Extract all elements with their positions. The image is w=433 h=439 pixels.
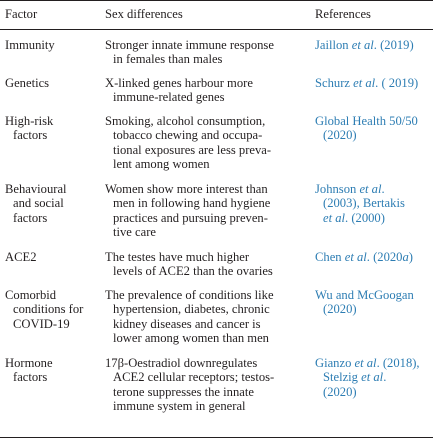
sex-difference-text: Smoking, alcohol consumption, <box>105 114 266 128</box>
sex-difference-text: lent among women <box>113 157 210 172</box>
reference-text: (2020) <box>323 128 357 143</box>
sex-difference-text: Stronger innate immune response <box>105 38 274 52</box>
reference-cell <box>315 250 413 264</box>
sex-difference-text: levels of ACE2 than the ovaries <box>113 264 273 279</box>
table-header-rule <box>0 29 433 30</box>
table-bottom-rule <box>0 437 433 438</box>
sex-difference-text: The prevalence of conditions like <box>105 288 274 302</box>
header-sex-differences: Sex differences <box>105 7 183 21</box>
sex-difference-cell <box>105 288 274 346</box>
reference-text: Global Health 50/50 <box>315 114 418 128</box>
reference-text: . ( 2019) <box>375 76 419 90</box>
factor-text: COVID-19 <box>13 316 70 331</box>
factor-cell <box>5 356 53 385</box>
reference-link[interactable] <box>315 250 413 264</box>
factor-text: Hormone <box>5 356 53 370</box>
header-references: References <box>315 7 371 21</box>
factor-text: factors <box>13 370 48 385</box>
sex-difference-text: tobacco chewing and occupa- <box>113 128 263 143</box>
factor-cell <box>5 76 49 90</box>
factor-text: Genetics <box>5 76 50 90</box>
sex-difference-text: tive care <box>113 225 156 240</box>
sex-difference-cell <box>105 76 253 105</box>
reference-link[interactable] <box>315 385 420 399</box>
factor-cell <box>5 250 36 264</box>
reference-text: Wu and McGoogan <box>315 288 414 302</box>
reference-text: et al <box>344 250 367 264</box>
sex-difference-text: immune-related genes <box>113 90 225 105</box>
sex-difference-cell <box>105 182 270 240</box>
reference-text: . (2000) <box>345 210 385 225</box>
reference-cell <box>315 288 414 317</box>
factor-text: factors <box>13 128 48 143</box>
factor-text: and social <box>13 196 64 211</box>
reference-cell <box>315 76 418 90</box>
sex-difference-text: Women show more interest than <box>105 182 268 196</box>
reference-text: Jaillon <box>315 38 352 52</box>
reference-link[interactable] <box>315 302 414 316</box>
reference-cell <box>315 182 405 225</box>
reference-text: Chen <box>315 250 345 264</box>
reference-text: Gianzo <box>315 356 355 370</box>
reference-cell <box>315 114 418 143</box>
factor-cell <box>5 288 83 331</box>
sex-difference-cell <box>105 114 271 172</box>
factor-text: Comorbid <box>5 288 57 302</box>
factor-cell <box>5 114 53 143</box>
reference-link[interactable] <box>315 38 414 52</box>
reference-text: ) <box>408 250 413 264</box>
reference-text: . <box>381 182 385 196</box>
reference-text: et al <box>361 370 384 385</box>
reference-text: et al <box>353 76 376 90</box>
reference-text: (2020) <box>323 384 357 399</box>
reference-text: . (2020 <box>366 250 403 264</box>
reference-link[interactable] <box>315 370 420 384</box>
sex-difference-cell <box>105 250 273 279</box>
reference-text: et al <box>323 210 346 225</box>
reference-text: a <box>402 250 409 264</box>
factor-text: Behavioural <box>5 182 67 196</box>
header-factor: Factor <box>5 7 38 21</box>
reference-cell <box>315 356 420 399</box>
reference-text: . (2018), <box>376 356 420 370</box>
factor-cell <box>5 38 55 52</box>
sex-difference-text: tional exposures are less preva- <box>113 142 272 157</box>
sex-difference-text: in females than males <box>113 52 223 67</box>
factor-text: High-risk <box>5 114 54 128</box>
table-top-rule <box>0 0 433 1</box>
reference-cell <box>315 38 414 52</box>
reference-link[interactable] <box>315 182 405 196</box>
factor-text: factors <box>13 210 48 225</box>
reference-link[interactable] <box>315 114 418 128</box>
sex-difference-text: men in following hand hygiene <box>113 196 271 211</box>
sex-difference-text: kidney diseases and cancer is <box>113 316 261 331</box>
factor-text: conditions for <box>13 302 84 317</box>
reference-link[interactable] <box>315 211 405 225</box>
factor-cell <box>5 182 67 225</box>
reference-text: (2003), Bertakis <box>323 196 405 211</box>
reference-link[interactable] <box>315 76 418 90</box>
sex-difference-text: ACE2 cellular receptors; testos- <box>113 370 275 385</box>
reference-text: et al <box>354 356 377 370</box>
reference-text: Stelzig <box>323 370 362 385</box>
reference-text: Johnson <box>315 182 360 196</box>
sex-difference-text: terone suppresses the innate <box>113 384 254 399</box>
sex-difference-text: X-linked genes harbour more <box>105 76 253 90</box>
reference-link[interactable] <box>315 288 414 302</box>
sex-difference-text: The testes have much higher <box>105 250 250 264</box>
sex-difference-cell <box>105 38 274 67</box>
reference-text: . (2019) <box>373 38 414 52</box>
reference-text: . <box>383 370 387 385</box>
sex-difference-cell <box>105 356 274 414</box>
factor-text: Immunity <box>5 38 55 52</box>
reference-text: et al <box>351 38 374 52</box>
reference-link[interactable] <box>315 128 418 142</box>
reference-text: et al <box>359 182 382 196</box>
reference-link[interactable] <box>315 356 420 370</box>
factor-text: ACE2 <box>5 250 37 264</box>
sex-difference-text: immune system in general <box>113 399 246 414</box>
reference-text: Schurz <box>315 76 354 90</box>
sex-difference-text: practices and pursuing preven- <box>113 210 268 225</box>
reference-text: (2020) <box>323 302 357 317</box>
sex-difference-text: lower among women than men <box>113 331 269 346</box>
reference-link[interactable] <box>315 196 405 210</box>
sex-difference-text: hypertension, diabetes, chronic <box>113 302 270 317</box>
sex-difference-text: 17β-Oestradiol downregulates <box>105 356 258 370</box>
